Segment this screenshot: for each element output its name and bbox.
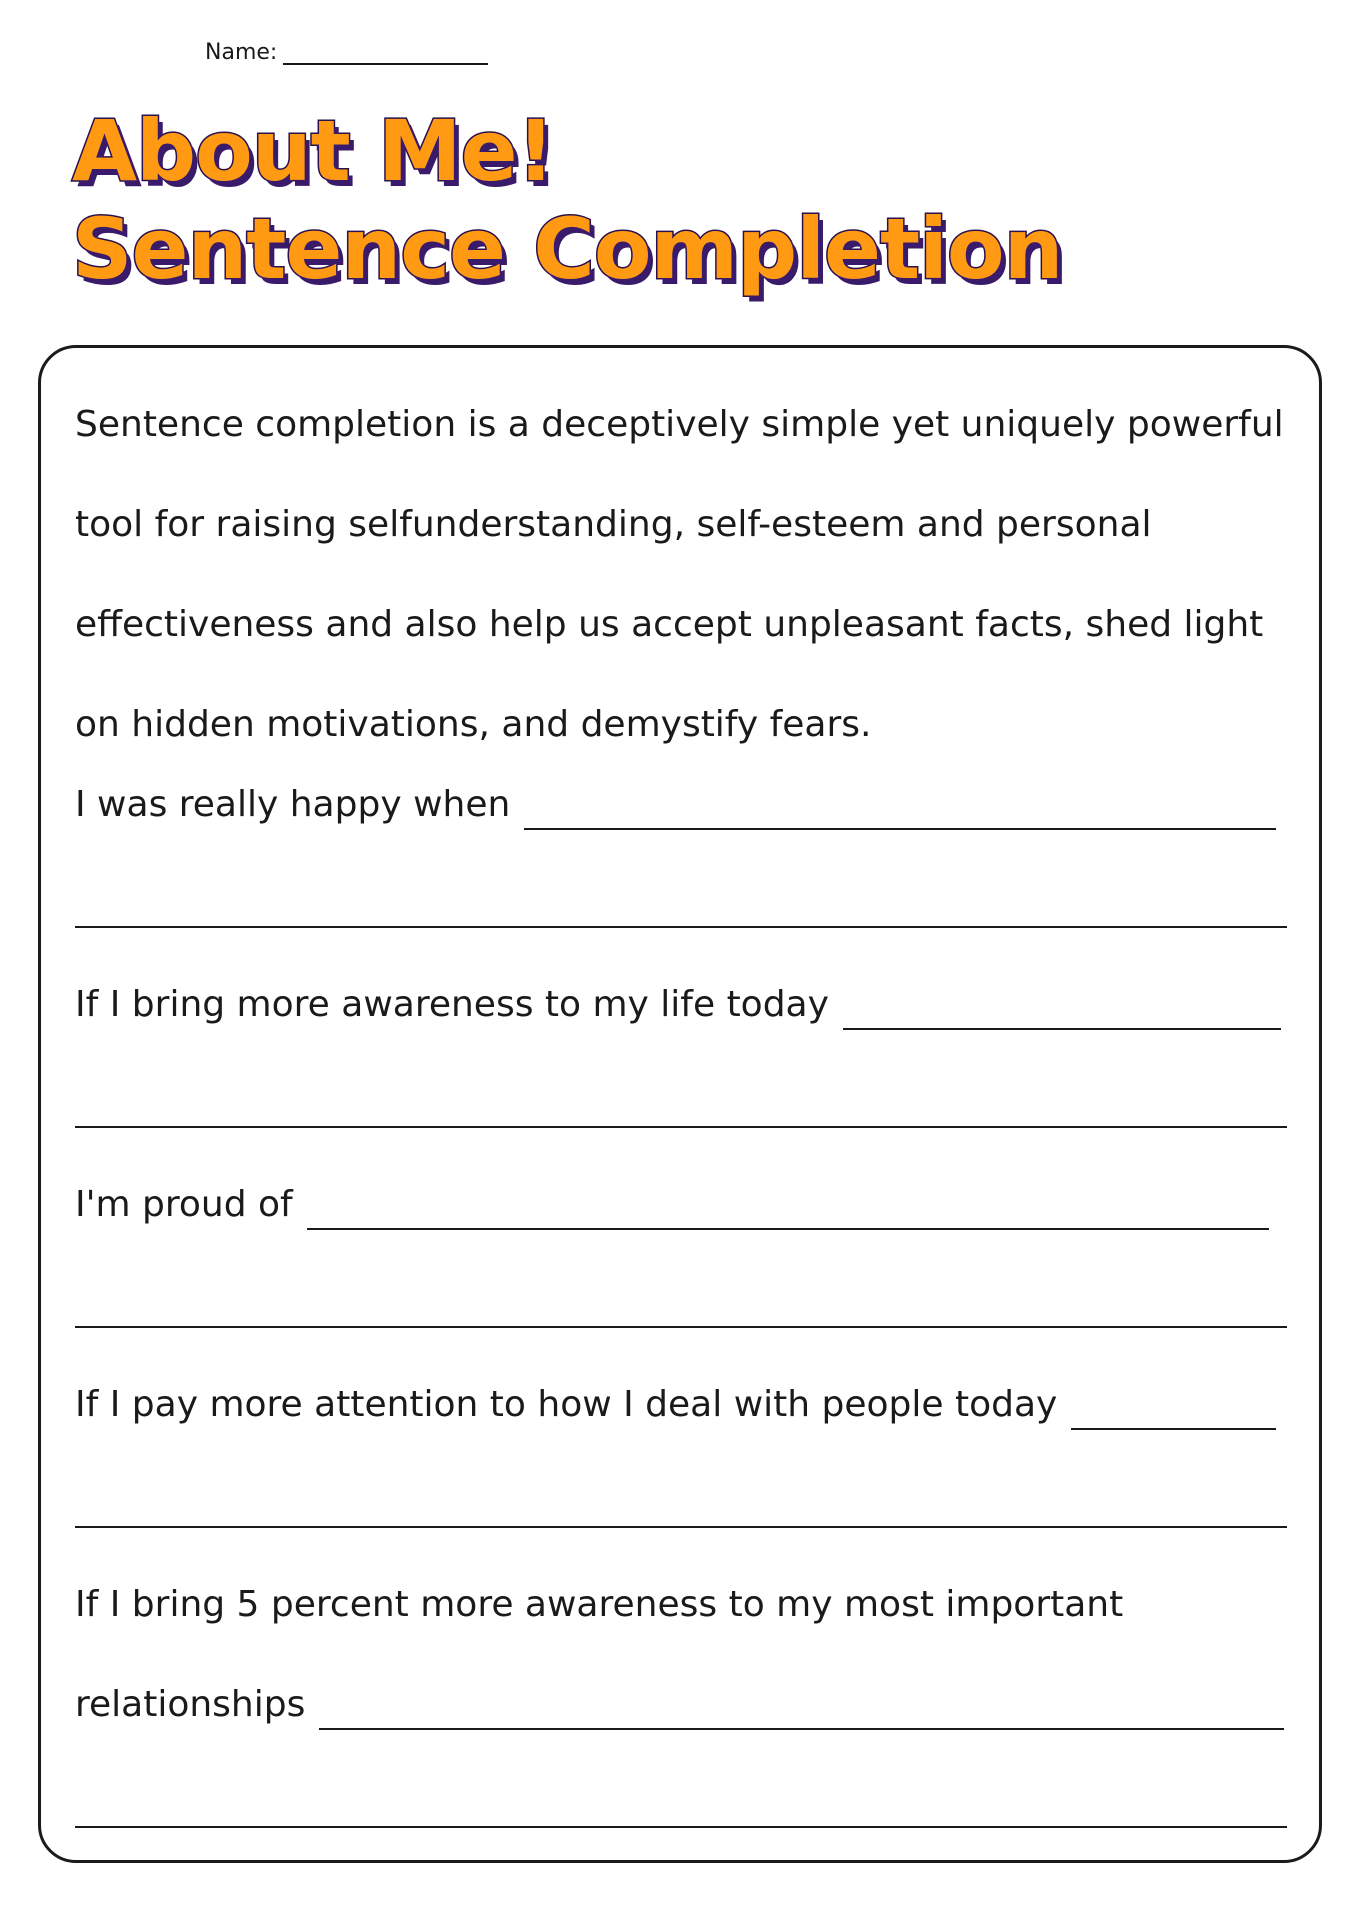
answer-line[interactable] [75,1526,1287,1528]
intro-line: effectiveness and also help us accept unpleasant facts, shed light [75,604,1264,645]
answer-line[interactable] [75,1826,1287,1828]
prompt-text: If I bring more awareness to my life today [75,984,829,1025]
prompt-attention-people [75,1380,1276,1430]
title-line-2: Sentence Completion [72,200,1063,298]
intro-line: Sentence completion is a deceptively simple yet uniquely powerful [75,404,1284,445]
answer-blank[interactable] [319,1690,1284,1730]
title-line-1: About Me! [72,102,554,200]
prompt-text: I'm proud of [75,1184,293,1225]
prompt-text: I was really happy when [75,784,511,825]
prompt-relationships-cont [75,1680,1284,1730]
name-blank-line[interactable] [283,41,488,65]
prompt-proud [75,1180,1269,1230]
answer-line[interactable] [75,926,1287,928]
answer-blank[interactable] [307,1190,1269,1230]
name-field [205,40,488,65]
intro-paragraph [75,375,1290,775]
prompt-awareness-life [75,980,1281,1030]
answer-blank[interactable] [843,990,1281,1030]
prompt-text: If I pay more attention to how I deal with people today [75,1384,1058,1425]
answer-line[interactable] [75,1126,1287,1128]
prompt-relationships [75,1580,1123,1630]
intro-line: on hidden motivations, and demystify fears. [75,704,872,745]
intro-line: tool for raising selfunderstanding, self-esteem and personal [75,504,1152,545]
page-title [72,102,1062,298]
prompt-happy [75,780,1276,830]
name-label: Name: [205,40,278,65]
answer-line[interactable] [75,1326,1287,1328]
answer-blank[interactable] [1071,1390,1276,1430]
answer-blank[interactable] [524,790,1276,830]
prompt-text: If I bring 5 percent more awareness to my most important [75,1584,1124,1625]
prompt-text: relationships [75,1684,306,1725]
